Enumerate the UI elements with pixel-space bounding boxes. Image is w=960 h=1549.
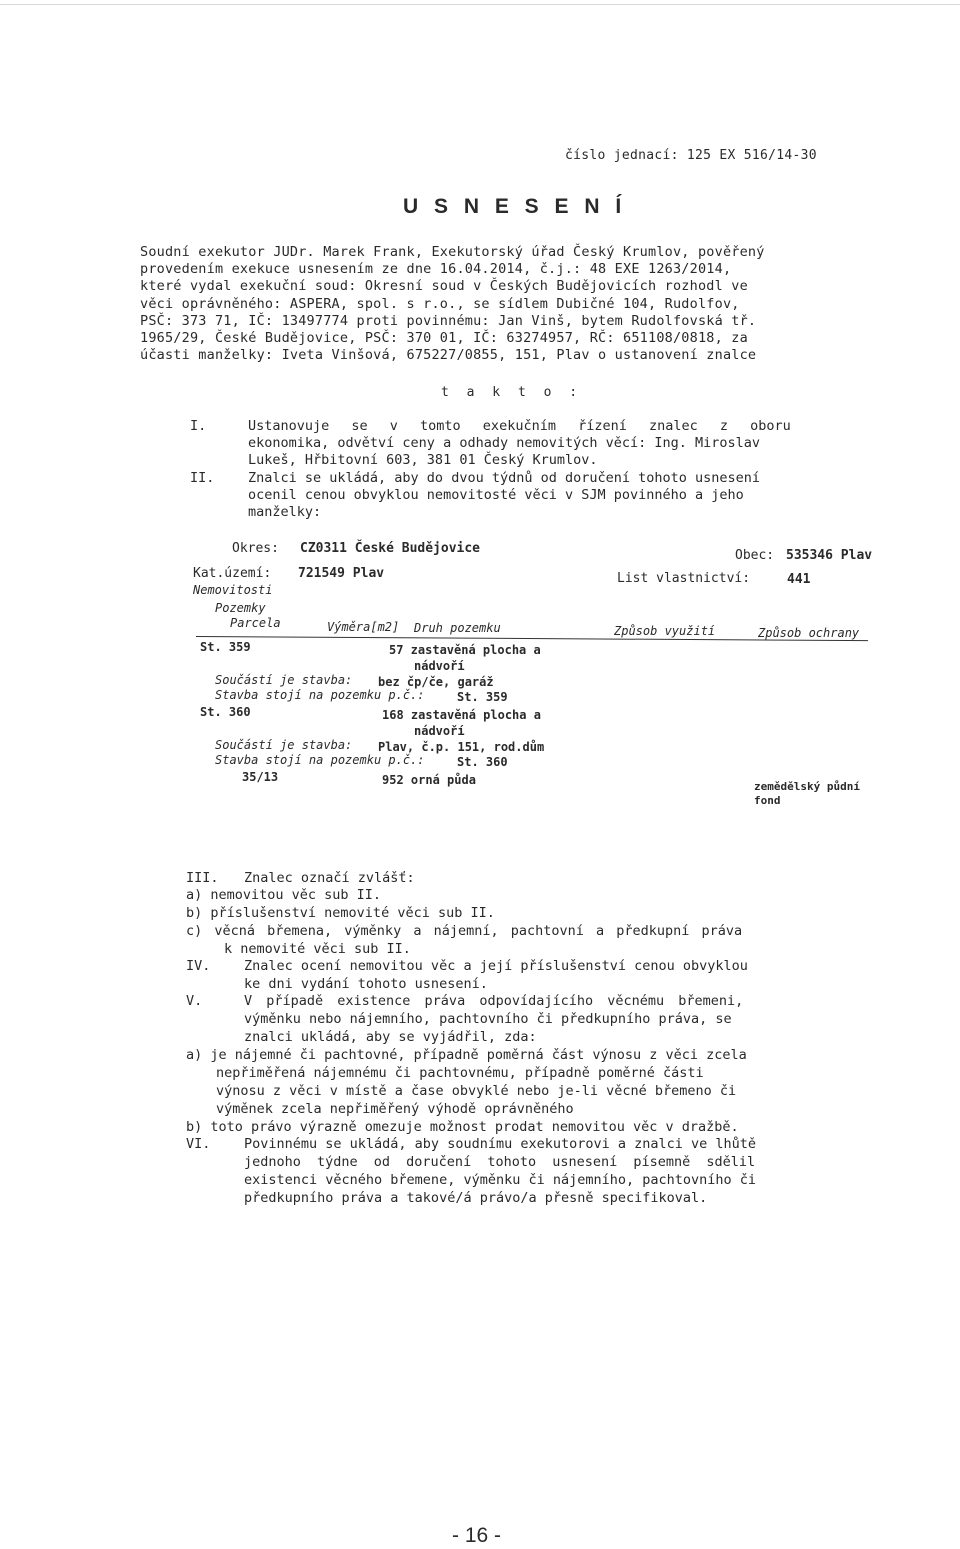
col-vymera: Výměra[m2] (327, 620, 400, 634)
row3-ochrana-1: zemědělský půdní (754, 780, 860, 793)
col-parcela: Parcela (230, 616, 281, 630)
nemovitosti-label: Nemovitosti (193, 583, 273, 597)
section-ii-line-2: ocenil cenou obvyklou nemovitosté věci v SJM povinného a jeho (248, 487, 744, 503)
section-vi-number: VI. (186, 1136, 211, 1152)
section-i-number: I. (190, 418, 207, 434)
case-number: číslo jednací: 125 EX 516/14-30 (565, 148, 817, 163)
section-v-list (186, 1047, 866, 1137)
page-number: - 16 - (452, 1524, 502, 1547)
row2-druh: 168 zastavěná plocha a (382, 708, 541, 722)
section-iii-a: a) nemovitou věc sub II. (186, 887, 382, 903)
section-vi-line-2: jednoho týdne od doručení tohoto usnesení písemně sdělil (244, 1154, 756, 1170)
row1-soucast-label: Součástí je stavba: (215, 673, 353, 687)
section-iii-head: Znalec označí zvlášť: (244, 870, 415, 886)
lv-value: 441 (787, 572, 811, 587)
intro-line-7: účasti manželky: Iveta Vinšová, 675227/0855, 151, Plav o ustanovení znalce (140, 347, 757, 364)
section-v-a4: výměnek zcela nepřiměřený výhodě oprávněného (216, 1101, 574, 1117)
row1-soucast-value: bez čp/če, garáž (378, 675, 494, 689)
section-vi (186, 1136, 866, 1216)
row1-druh-2: nádvoří (414, 659, 465, 673)
section-ii-line-3: manželky: (248, 504, 322, 520)
row2-stoji-value: St. 360 (457, 755, 508, 769)
row1-stoji-label: Stavba stojí na pozemku p.č.: (215, 688, 425, 702)
section-iv (186, 958, 866, 998)
section-v (186, 993, 866, 1053)
row1-parcela: St. 359 (200, 640, 251, 654)
section-iv-line-1: Znalec ocení nemovitou věc a její příslušenství cenou obvyklou (244, 958, 748, 974)
obec-label: Obec: (735, 548, 775, 563)
row2-parcela: St. 360 (200, 705, 251, 719)
katuzemi-value: 721549 Plav (298, 566, 385, 581)
takto-heading: t a k t o : (441, 385, 583, 400)
intro-line-5: PSČ: 373 71, IČ: 13497774 proti povinnému: Jan Vinš, bytem Rudolfovská tř. (140, 312, 757, 329)
section-v-line-1: V případě existence práva odpovídajícího věcnému břemeni, (244, 993, 744, 1009)
document-title: U S N E S E N Í (403, 195, 627, 218)
section-i-line-1: Ustanovuje se v tomto exekučním řízení znalec z oboru (248, 418, 791, 434)
row1-druh: 57 zastavěná plocha a (389, 643, 541, 657)
section-v-line-2: výměnku nebo nájemního, pachtovního či předkupního práva, se (244, 1011, 732, 1027)
row3-druh: 952 orná půda (382, 773, 476, 787)
row2-soucast-value: Plav, č.p. 151, rod.dům (378, 740, 545, 754)
pozemky-label: Pozemky (215, 601, 266, 615)
section-vi-line-1: Povinnému se ukládá, aby soudnímu exekutorovi a znalci ve lhůtě (244, 1136, 757, 1152)
col-ochrana: Způsob ochrany (758, 626, 860, 640)
section-v-number: V. (186, 993, 203, 1009)
katuzemi-label: Kat.území: (193, 566, 272, 581)
row3-ochrana-2: fond (754, 794, 781, 807)
section-v-b1: b) toto právo výrazně omezuje možnost prodat nemovitou věc v dražbě. (186, 1119, 739, 1135)
intro-line-3: které vydal exekuční soud: Okresní soud v Českých Budějovicích rozhodl ve (140, 278, 748, 295)
intro-line-2: provedením exekuce usnesením ze dne 16.04.2014, č.j.: 48 EXE 1263/2014, (140, 261, 732, 278)
row2-soucast-label: Součástí je stavba: (215, 738, 353, 752)
section-iv-line-2: ke dni vydání tohoto usnesení. (244, 976, 488, 992)
section-v-a2: nepřiměřená nájemnému či pachtovnému, případně poměrné části (216, 1065, 704, 1081)
obec-value: 535346 Plav (786, 548, 873, 563)
section-iii-c1: c) věcná břemena, výměnky a nájemní, pachtovní a předkupní práva (186, 923, 743, 939)
section-v-line-3: znalci ukládá, aby se vyjádřil, zda: (244, 1029, 537, 1045)
okres-label: Okres: (232, 541, 279, 556)
section-v-a3: výnosu z věci v místě a čase obvyklé nebo je-li věcné břemeno či (216, 1083, 737, 1099)
section-iii-number: III. (186, 870, 219, 886)
intro-line-6: 1965/29, České Budějovice, PSČ: 370 01, IČ: 63274957, RČ: 651108/0818, za (140, 330, 748, 347)
section-ii-number: II. (190, 470, 215, 486)
col-druh: Druh pozemku (414, 621, 501, 635)
section-v-a1: a) je nájemné či pachtovné, případně poměrná část výnosu z věci zcela (186, 1047, 747, 1063)
col-vyuziti: Způsob využití (614, 624, 716, 638)
section-iii-b: b) příslušenství nemovité věci sub II. (186, 905, 495, 921)
intro-line-4: věci oprávněného: ASPERA, spol. s r.o., se sídlem Dubičné 104, Rudolfov, (140, 295, 740, 312)
section-iv-number: IV. (186, 958, 211, 974)
section-i-line-3: Lukeš, Hřbitovní 603, 381 01 Český Krumlov. (248, 452, 598, 468)
section-i-line-2: ekonomika, odvětví ceny a odhady nemovitých věcí: Ing. Miroslav (248, 435, 761, 451)
row2-stoji-label: Stavba stojí na pozemku p.č.: (215, 753, 425, 767)
section-iii-c2: k nemovité věci sub II. (224, 941, 411, 957)
section-ii-line-1: Znalci se ukládá, aby do dvou týdnů od doručení tohoto usnesení (248, 470, 761, 486)
section-vi-line-3: existenci věcného břemene, výměnku či nájemního, pachtovního či (244, 1172, 757, 1188)
row1-stoji-value: St. 359 (457, 690, 508, 704)
okres-value: CZ0311 České Budějovice (300, 541, 481, 556)
row3-parcela: 35/13 (242, 770, 279, 784)
intro-line-1: Soudní exekutor JUDr. Marek Frank, Exekutorský úřad Český Krumlov, pověřený (140, 244, 765, 260)
section-iii-list (186, 887, 866, 967)
lv-label: List vlastnictví: (617, 571, 751, 586)
section-vi-line-4: předkupního práva a takové/á právo/a přesně specifikoval. (244, 1190, 708, 1206)
row2-druh-2: nádvoří (414, 724, 465, 738)
